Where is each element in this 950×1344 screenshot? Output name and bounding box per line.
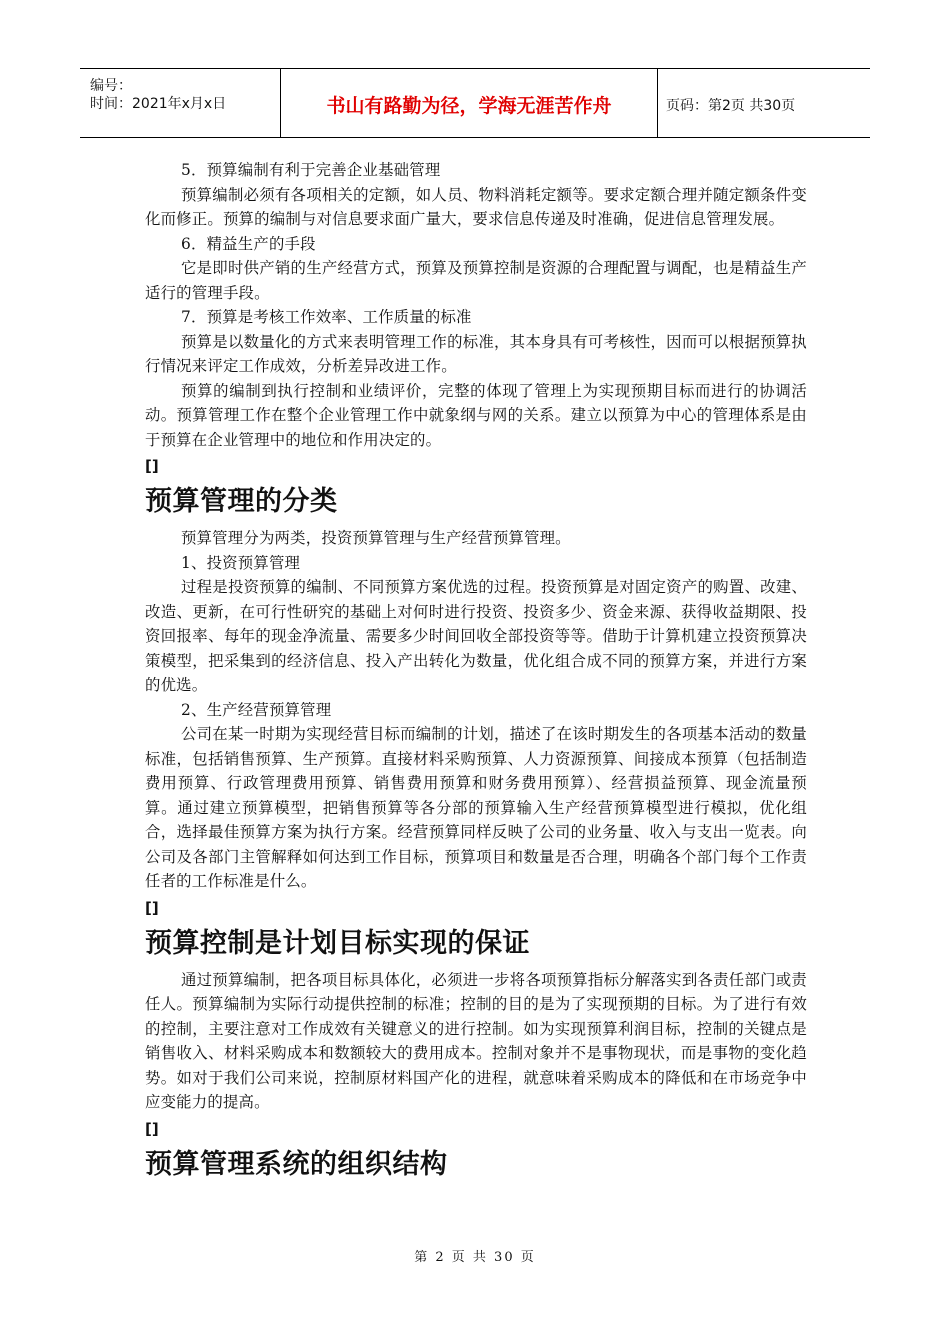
numbered-item: 2、生产经营预算管理 <box>181 700 332 719</box>
paragraph: 预算管理分为两类，投资预算管理与生产经营预算管理。 <box>181 529 571 547</box>
paragraph: 预算编制必须有各项相关的定额，如人员、物料消耗定额等。要求定额合理并随定额条件变化而修正。预算的编制与对信息要求面广量大，要求信息传递及时准确，促进信息管理发展。 <box>145 185 807 228</box>
paragraph: 它是即时供产销的生产经营方式，预算及预算控制是资源的合理配置与调配，也是精益生产适行的管理手段。 <box>145 259 807 302</box>
header-page-cell <box>658 69 870 137</box>
header-motto-cell <box>281 69 658 137</box>
numbered-item: 6．精益生产的手段 <box>181 234 316 253</box>
section-heading: 预算控制是计划目标实现的保证 <box>145 927 530 959</box>
header-page-code: 页码：第2页 共30页 <box>666 98 796 114</box>
paragraph: 通过预算编制，把各项目标具体化，必须进一步将各项预算指标分解落实到各责任部门或责任人。预算编制为实际行动提供控制的标准；控制的目的是为了实现预期的目标。为了进行有效的控制，主要注意对工作成效有关键意义的进行控制。如为实现预算利润目标，控制的关键点是销售收入、材料采购成本和数额较大的费用成本。控制对象并不是事物现状，而是事物的变化趋势。如对于我们公司来说，控制原材料国产化的进程，就意味着采购成本的降低和在市场竞争中应变能力的提高。 <box>145 970 807 1111</box>
paragraph: 预算是以数量化的方式来表明管理工作的标准，其本身具有可考核性，因而可以根据预算执行情况来评定工作成效，分析差异改进工作。 <box>145 332 807 375</box>
bracket-marker: [] <box>145 898 159 917</box>
section-heading: 预算管理的分类 <box>145 486 338 517</box>
section-heading: 预算管理系统的组织结构 <box>145 1148 448 1180</box>
document-date: 时间：2021年x月x日 <box>90 96 227 112</box>
numbered-item: 5．预算编制有利于完善企业基础管理 <box>181 161 441 179</box>
bracket-marker: [] <box>145 457 159 475</box>
header-motto: 书山有路勤为径，学海无涯苦作舟 <box>326 95 612 117</box>
paragraph: 预算的编制到执行控制和业绩评价，完整的体现了管理上为实现预期目标而进行的协调活动。预算管理工作在整个企业管理工作中就象纲与网的关系。建立以预算为中心的管理体系是由于预算在企业管理中的地位和作用决定的。 <box>145 381 807 449</box>
numbered-item: 1、投资预算管理 <box>181 553 301 572</box>
page-footer: 第 2 页 共 30 页 <box>414 1250 536 1265</box>
header-info-cell <box>80 69 281 137</box>
bracket-marker: [] <box>145 1119 159 1138</box>
numbered-item: 7．预算是考核工作效率、工作质量的标准 <box>181 308 472 326</box>
paragraph: 公司在某一时期为实现经营目标而编制的计划，描述了在该时期发生的各项基本活动的数量标准，包括销售预算、生产预算。直接材料采购预算、人力资源预算、间接成本预算（包括制造费用预算、行政管理费用预算、销售费用预算和财务费用预算）、经营损益预算、现金流量预算。通过建立预算模型，把销售预算等各分部的预算输入生产经营预算模型进行模拟，优化组合，选择最佳预算方案为执行方案。经营预算同样反映了公司的业务量、收入与支出一览表。向公司及各部门主管解释如何达到工作目标，预算项目和数量是否合理，明确各个部门每个工作责任者的工作标准是什么。 <box>145 725 807 890</box>
document-number-label: 编号： <box>90 78 132 94</box>
document-body <box>145 158 807 1189</box>
page-header-table <box>80 68 870 138</box>
paragraph: 过程是投资预算的编制、不同预算方案优选的过程。投资预算是对固定资产的购置、改建、改造、更新，在可行性研究的基础上对何时进行投资、投资多少、资金来源、获得收益期限、投资回报率、每年的现金净流量、需要多少时间回收全部投资等等。借助于计算机建立投资预算决策模型，把采集到的经济信息、投入产出转化为数量，优化组合成不同的预算方案，并进行方案的优选。 <box>145 578 807 694</box>
